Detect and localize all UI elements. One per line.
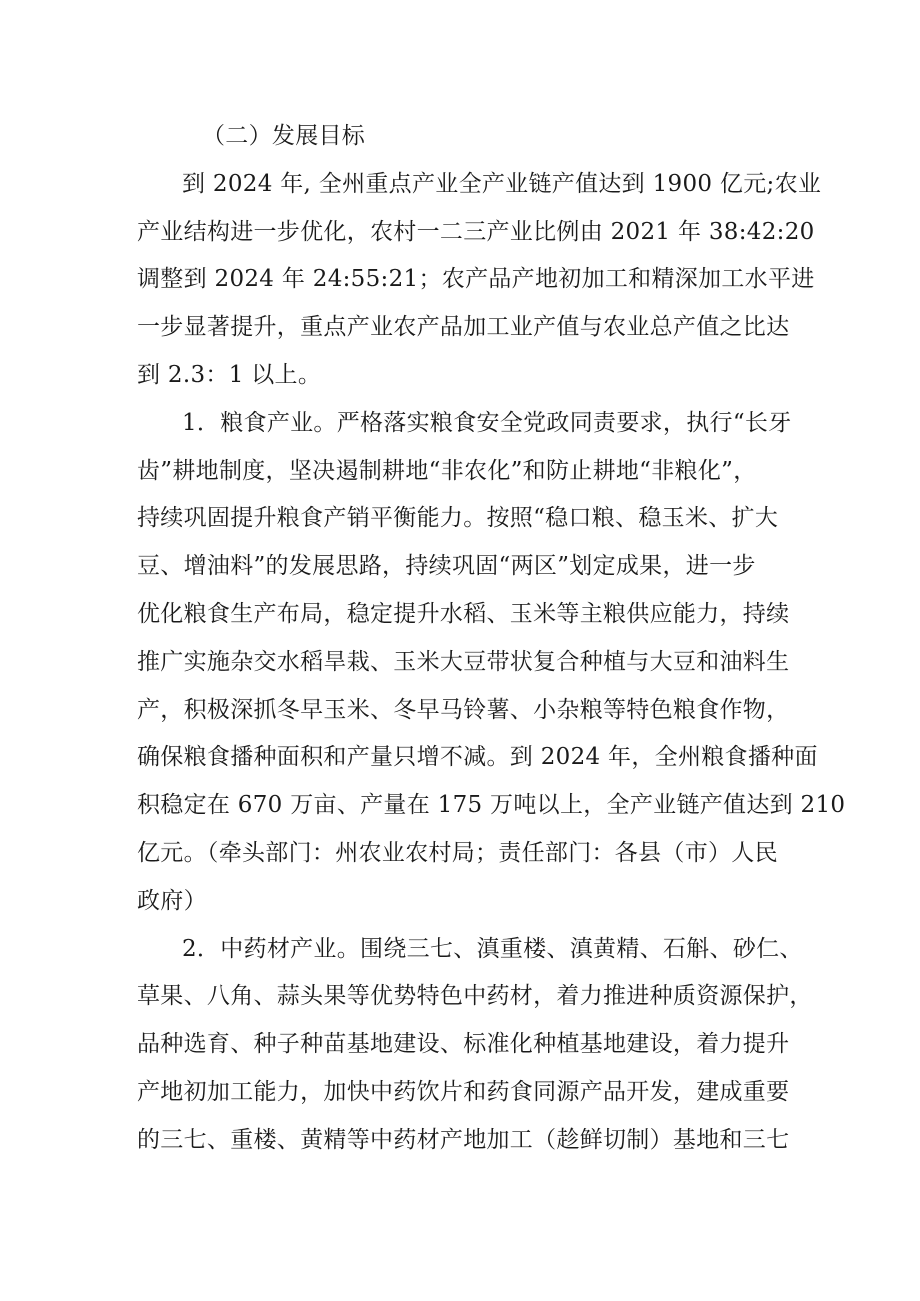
paragraph-line: 调整到 2024 年 24:55:21；农产品产地初加工和精深加工水平进 bbox=[137, 266, 815, 293]
paragraph-line: 确保粮食播种面积和产量只增不减。到 2024 年，全州粮食播种面 bbox=[137, 744, 818, 771]
paragraph-line: 2．中药材产业。围绕三七、滇重楼、滇黄精、石斛、砂仁、 bbox=[182, 935, 803, 962]
paragraph-line: 积稳定在 670 万亩、产量在 175 万吨以上，全产业链产值达到 210 bbox=[137, 792, 846, 819]
paragraph-line: 持续巩固提升粮食产销平衡能力。按照“稳口粮、稳玉米、扩大 bbox=[137, 505, 779, 532]
paragraph-line: 品种选育、种子种苗基地建设、标准化种植基地建设，着力提升 bbox=[137, 1031, 790, 1058]
paragraph-line: 的三七、重楼、黄精等中药材产地加工（趁鲜切制）基地和三七 bbox=[137, 1126, 790, 1153]
paragraph-line: 优化粮食生产布局，稳定提升水稻、玉米等主粮供应能力，持续 bbox=[137, 600, 790, 627]
paragraph-line: 产，积极深抓冬早玉米、冬早马铃薯、小杂粮等特色粮食作物， bbox=[137, 696, 790, 723]
paragraph-line: 草果、八角、蒜头果等优势特色中药材，着力推进种质资源保护， bbox=[137, 983, 813, 1010]
paragraph-development-targets bbox=[137, 161, 822, 400]
paragraph-line: 到 2024 年, 全州重点产业全产业链产值达到 1900 亿元;农业 bbox=[182, 170, 822, 197]
paragraph-line: 产业结构进一步优化，农村一二三产业比例由 2021 年 38:42:20 bbox=[137, 218, 815, 245]
paragraph-grain-industry bbox=[137, 400, 846, 926]
paragraph-line: 豆、增油料”的发展思路，持续巩固“两区”划定成果，进一步 bbox=[137, 553, 756, 580]
paragraph-line: 1．粮食产业。严格落实粮食安全党政同责要求，执行“长牙 bbox=[182, 409, 792, 436]
paragraph-line: 推广实施杂交水稻旱栽、玉米大豆带状复合种植与大豆和油料生 bbox=[137, 648, 790, 675]
paragraph-line: 政府） bbox=[137, 887, 207, 914]
paragraph-line: 到 2.3：1 以上。 bbox=[137, 361, 322, 388]
paragraph-line: 一步显著提升，重点产业农产品加工业产值与农业总产值之比达 bbox=[137, 314, 790, 341]
paragraph-line: 产地初加工能力，加快中药饮片和药食同源产品开发，建成重要 bbox=[137, 1078, 790, 1105]
section-heading: （二）发展目标 bbox=[202, 123, 366, 149]
paragraph-line: 亿元。（牵头部门：州农业农村局；责任部门：各县（市）人民 bbox=[137, 839, 778, 866]
paragraph-line: 齿”耕地制度，坚决遏制耕地“非农化”和防止耕地“非粮化”， bbox=[137, 457, 757, 484]
paragraph-medicinal-herbs-industry bbox=[137, 926, 813, 1165]
